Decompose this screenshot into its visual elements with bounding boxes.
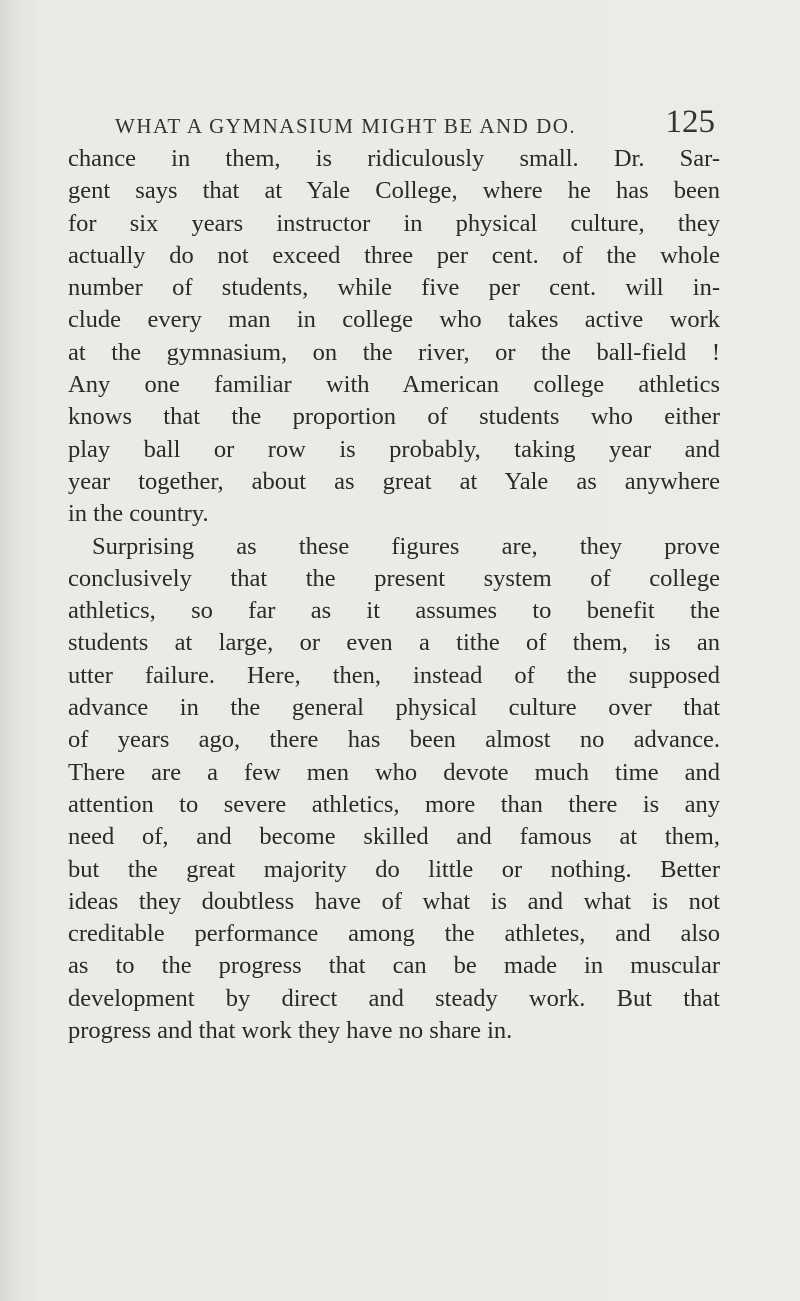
- text-line: play ball or row is probably, taking year and: [68, 435, 720, 463]
- page-number: 125: [665, 104, 715, 140]
- paragraph-end-line: in the country.: [68, 500, 209, 528]
- text-line: There are a few men who devote much time and: [68, 758, 720, 786]
- text-line: at the gymnasium, on the river, or the ball-field !: [68, 338, 720, 366]
- text-line: students at large, or even a tithe of them, is an: [68, 629, 720, 657]
- text-line: athletics, so far as it assumes to benefit the: [68, 597, 720, 625]
- text-line: advance in the general physical culture over that: [68, 694, 720, 722]
- text-line: Any one familiar with American college athletics: [68, 371, 720, 399]
- text-line: gent says that at Yale College, where he has been: [68, 177, 720, 205]
- paragraph-start-line: Surprising as these figures are, they prove: [92, 532, 720, 560]
- text-line: creditable performance among the athletes, and also: [68, 920, 720, 948]
- running-head: [115, 104, 715, 144]
- text-line: clude every man in college who takes active work: [68, 306, 720, 334]
- text-line: chance in them, is ridiculously small. Dr. Sar-: [68, 145, 720, 172]
- paragraph-end-line: progress and that work they have no share in.: [68, 1017, 513, 1045]
- text-line: need of, and become skilled and famous at them,: [68, 823, 720, 851]
- text-line: knows that the proportion of students who either: [68, 403, 720, 431]
- running-title: WHAT A GYMNASIUM MIGHT BE AND DO.: [115, 114, 577, 138]
- text-line: of years ago, there has been almost no advance.: [68, 726, 720, 754]
- text-line: attention to severe athletics, more than there is any: [68, 790, 720, 818]
- text-line: number of students, while five per cent. will in-: [68, 274, 720, 302]
- text-line: for six years instructor in physical culture, they: [68, 209, 720, 237]
- body-text: [68, 143, 720, 1047]
- text-line: conclusively that the present system of college: [68, 564, 720, 592]
- text-line: year together, about as great at Yale as anywhere: [68, 467, 720, 495]
- text-line: utter failure. Here, then, instead of the supposed: [68, 661, 720, 689]
- text-line: but the great majority do little or nothing. Better: [68, 855, 720, 883]
- text-line: as to the progress that can be made in muscular: [68, 952, 720, 980]
- text-line: development by direct and steady work. But that: [68, 984, 720, 1012]
- text-line: ideas they doubtless have of what is and what is not: [68, 887, 720, 915]
- text-line: actually do not exceed three per cent. of the whole: [68, 241, 720, 269]
